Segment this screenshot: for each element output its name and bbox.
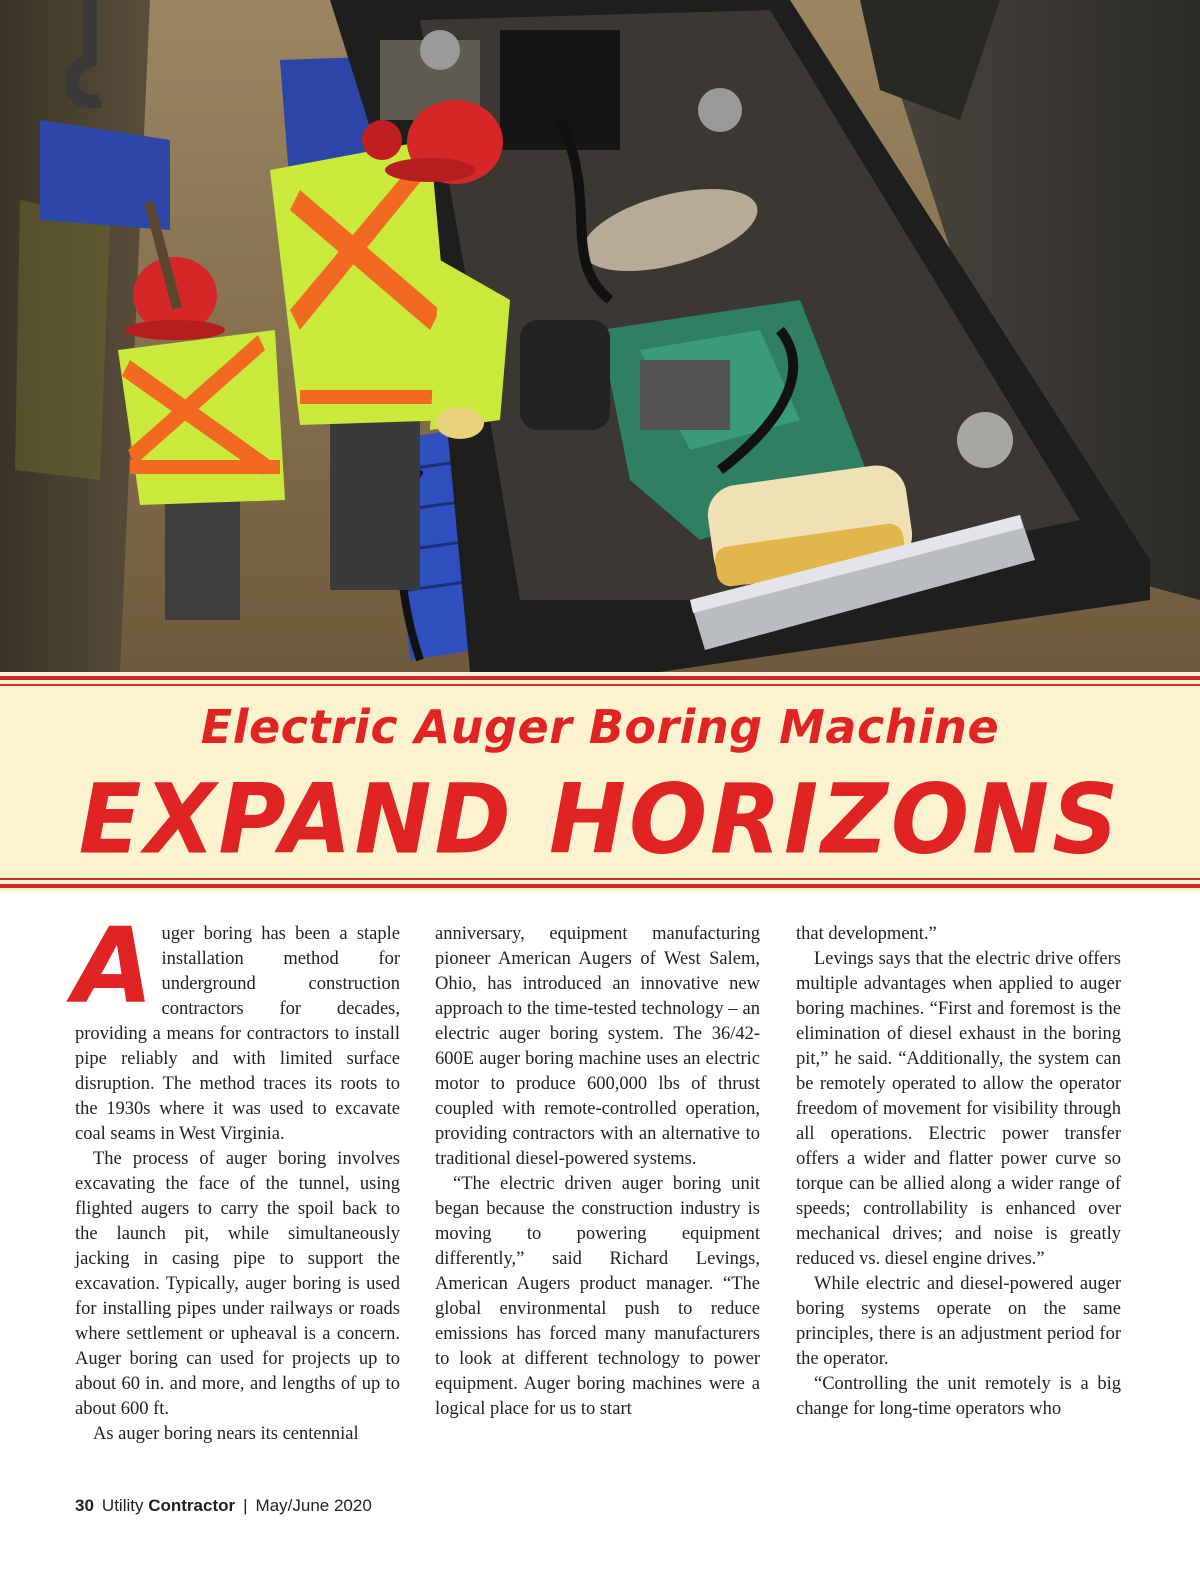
article-paragraph: “Controlling the unit remotely is a big change for long-time operators who <box>796 1374 1121 1419</box>
article-paragraph: As auger boring nears its centennial <box>93 1424 359 1444</box>
page-number: 30 <box>75 1496 94 1515</box>
band-top-rule-thick <box>0 676 1200 680</box>
article-paragraph: that development.” <box>796 924 937 944</box>
drop-cap: A <box>73 905 154 1027</box>
article-paragraph: anniversary, equipment manufacturing pioneer American Augers of West Salem, Ohio, has introduced an innovative new approach to the time-tested technology – an electric auger boring system. The 36/42-600E auger boring machine uses an electric motor to produce 600,000 lbs of thrust coupled with remote-controlled operation, providing contractors with an alternative to traditional diesel-powered systems. <box>435 924 760 1169</box>
band-top-rule-thin <box>0 684 1200 686</box>
article-column-1 <box>73 905 400 1447</box>
publication-name-light: Utility <box>101 1496 144 1515</box>
band-bottom-rule-thick <box>0 884 1200 888</box>
article-headline: EXPAND HORIZONS <box>78 763 1122 876</box>
page-footer <box>75 1496 372 1516</box>
hero-photo <box>0 0 1200 672</box>
footer-separator: | <box>243 1496 248 1515</box>
article-column-2 <box>435 922 760 1422</box>
article-kicker: Electric Auger Boring Machine <box>200 700 1000 754</box>
band-bottom-rule-thin <box>0 878 1200 880</box>
issue-date: May/June 2020 <box>255 1496 372 1515</box>
article-paragraph: The process of auger boring involves excavating the face of the tunnel, using flighted augers to carry the spoil back to the launch pit, while simultaneously jacking in casing pipe to support the excavation. Typically, auger boring is used for installing pipes under railways or roads where settlement or upheaval is a concern. Auger boring can used for projects up to about 60 in. and more, and lengths of up to about 600 ft. <box>75 1149 400 1419</box>
publication-name-bold: Contractor <box>148 1496 236 1515</box>
article-paragraph: Auger boring has been a staple installation method for underground construction contractors for decades, providing a means for contractors to install pipe reliably and with limited surface disruption. The method traces its roots to the 1930s where it was used to excavate coal seams in West Virginia. <box>73 905 400 1144</box>
article-paragraph: “The electric driven auger boring unit began because the construction industry is moving to powering equipment differently,” said Richard Levings, American Augers product manager. “The global environmental push to reduce emissions has forced many manufacturers to look at different technology to power equipment. Auger boring machines were a logical place for us to start <box>435 1174 760 1419</box>
hero-photo-illustration <box>0 0 1200 672</box>
article-column-3 <box>796 922 1121 1422</box>
article-paragraph: Levings says that the electric drive offers multiple advantages when applied to auger boring machines. “First and foremost is the elimination of diesel exhaust in the boring pit,” he said. “Additionally, the system can be remotely operated to allow the operator freedom of movement for visibility through all operations. Electric power transfer offers a wider and flatter power curve so torque can be allied along a wider range of speeds; controllability is enhanced over mechanical drives; and noise is greatly reduced vs. diesel engine drives.” <box>796 949 1121 1269</box>
article-paragraph: While electric and diesel-powered auger boring systems operate on the same principles, there is an adjustment period for the operator. <box>796 1274 1121 1369</box>
